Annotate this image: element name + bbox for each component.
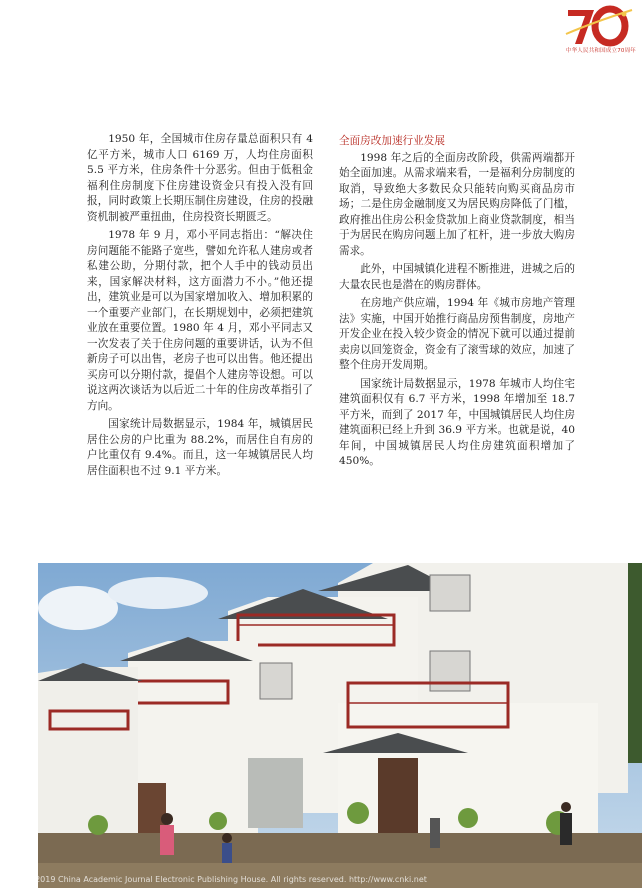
paragraph: 国家统计局数据显示，1984 年，城镇居民居住公房的户比重为 88.2%，而居住自有房的户比重仅有 9.4%。而且，这一年城镇居民人均居住面积也不过 9.1 平方米。	[87, 418, 313, 477]
paragraph: 国家统计局数据显示，1978 年城市人均住宅建筑面积仅有 6.7 平方米，1998 年增加至 18.7 平方米，而到了 2017 年，中国城镇居民人均住房建筑面积已经上升到 36.9 平方米。也就是说，40 年间，中国城镇居民人均住房建筑面积增加了 450%。	[339, 377, 575, 467]
copyright-footer: (C)1994-2019 China Academic Journal Electronic Publishing House. All rights reserved. http://www.cnki.net	[0, 875, 427, 884]
left-text-column	[87, 132, 313, 482]
housing-photo	[38, 563, 642, 888]
logo-caption: 中华人民共和国成立70周年	[565, 48, 636, 54]
paragraph: 1950 年，全国城市住房存量总面积只有 4 亿平方米，城市人口 6169 万，人均住房面积 5.5 平方米，住房条件十分恶劣。但由于低租金福利住房制度下住房建设资金只有投入没有回报，同时政策上长期压制住房建设，住房的投融资机制被严重扭曲，住房投资长期匮乏。	[87, 133, 313, 223]
section-heading: 全面房改加速行业发展	[339, 135, 445, 147]
paragraph: 1998 年之后的全面房改阶段，供需两端都开始全面加速。从需求端来看，一是福利分房制度的取消，导致绝大多数民众只能转向购买商品房市场；二是住房金融制度又为居民购房降低了门槛，政府推出住房公积金贷款加上商业贷款制度，相当于为居民在购房问题上加了杠杆，进一步放大购房需求。	[339, 151, 575, 257]
anniversary-logo	[564, 4, 634, 70]
paragraph: 此外，中国城镇化进程不断推进，进城之后的大量农民也是潜在的购房群体。	[339, 263, 575, 291]
right-text-column	[339, 134, 575, 473]
village-houses-illustration	[38, 563, 642, 888]
paragraph: 1978 年 9 月，邓小平同志指出：“解决住房问题能不能路子宽些，譬如允许私人建房或者私建公助，分期付款，把个人手中的钱动员出来，国家解决材料，这方面潜力不小。”他还提出，建筑业是可以为国家增加收入、增加积累的一个重要产业部门，在长期规划中，必须把建筑业放在重要位置。1980 年 4 月，邓小平同志又一次发表了关于住房问题的重要讲话，认为不但新房子可以出售，老房子也可以出售。他还提出买房可以分期付款，提倡个人建房等设想。可以说这两次谈话为以后近二十年的住房改革指引了方向。	[87, 229, 313, 412]
paragraph: 在房地产供应端，1994 年《城市房地产管理法》实施，中国开始推行商品房预售制度，房地产开发企业在投入较少资金的情况下就可以通过提前卖房以回笼资金，资金有了滚雪球的效应，加速了整个住房开发周期。	[339, 297, 575, 371]
seventy-emblem-icon	[564, 4, 634, 48]
